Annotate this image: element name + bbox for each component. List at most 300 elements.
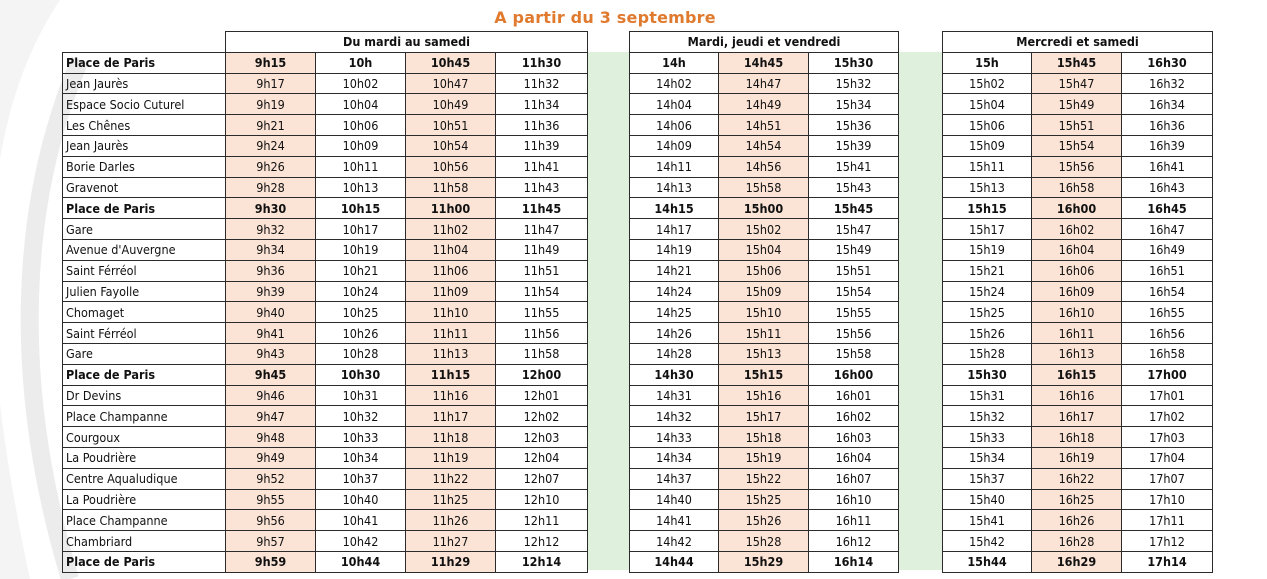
- table-row: [630, 177, 899, 198]
- time-cell: 10h47: [406, 73, 496, 94]
- time-cell: 14h45: [719, 52, 809, 73]
- time-cell: 11h39: [496, 135, 588, 156]
- time-cell: 15h00: [719, 198, 809, 219]
- table-row: [63, 323, 588, 344]
- time-cell: 14h54: [719, 135, 809, 156]
- table-row: [63, 531, 588, 552]
- time-cell: 11h26: [406, 510, 496, 531]
- time-cell: 10h42: [316, 531, 406, 552]
- table-row: [63, 447, 588, 468]
- stop-name: Place de Paris: [63, 551, 226, 572]
- time-cell: 10h49: [406, 94, 496, 115]
- table-row: [943, 323, 1213, 344]
- time-cell: 9h56: [226, 510, 316, 531]
- time-cell: 16h09: [1032, 281, 1122, 302]
- time-cell: 11h18: [406, 427, 496, 448]
- time-cell: 14h13: [630, 177, 719, 198]
- time-cell: 16h29: [1032, 551, 1122, 572]
- table-row: [943, 385, 1213, 406]
- time-cell: 10h37: [316, 468, 406, 489]
- time-cell: 15h42: [943, 531, 1032, 552]
- time-cell: 12h11: [496, 510, 588, 531]
- stop-name: Chomaget: [63, 302, 226, 323]
- time-cell: 14h: [630, 52, 719, 73]
- time-cell: 15h11: [719, 323, 809, 344]
- time-cell: 17h02: [1122, 406, 1213, 427]
- table-row: [943, 447, 1213, 468]
- time-cell: 12h00: [496, 364, 588, 385]
- time-cell: 14h33: [630, 427, 719, 448]
- time-cell: 11h41: [496, 156, 588, 177]
- time-cell: 15h15: [943, 198, 1032, 219]
- time-cell: 15h: [943, 52, 1032, 73]
- table-row: [63, 385, 588, 406]
- time-cell: 11h54: [496, 281, 588, 302]
- time-cell: 14h40: [630, 489, 719, 510]
- group-header: Mercredi et samedi: [943, 32, 1213, 53]
- timetable-tue-thu-fri: [629, 31, 899, 573]
- green-separator-left: [587, 52, 629, 570]
- time-cell: 16h10: [1032, 302, 1122, 323]
- time-cell: 11h22: [406, 468, 496, 489]
- stop-name: Gare: [63, 219, 226, 240]
- time-cell: 14h44: [630, 551, 719, 572]
- time-cell: 16h07: [809, 468, 899, 489]
- time-cell: 16h49: [1122, 239, 1213, 260]
- time-cell: 12h14: [496, 551, 588, 572]
- time-cell: 11h29: [406, 551, 496, 572]
- table-row: [63, 135, 588, 156]
- time-cell: 12h03: [496, 427, 588, 448]
- stop-name: Place de Paris: [63, 198, 226, 219]
- table-row: [63, 343, 588, 364]
- time-cell: 15h43: [809, 177, 899, 198]
- stop-name: Avenue d'Auvergne: [63, 239, 226, 260]
- time-cell: 16h00: [1032, 198, 1122, 219]
- time-cell: 10h33: [316, 427, 406, 448]
- time-cell: 15h30: [809, 52, 899, 73]
- time-cell: 15h22: [719, 468, 809, 489]
- time-cell: 16h03: [809, 427, 899, 448]
- table-row: [63, 510, 588, 531]
- table-row: [943, 489, 1213, 510]
- table-row: [943, 281, 1213, 302]
- time-cell: 15h09: [719, 281, 809, 302]
- time-cell: 15h36: [809, 115, 899, 136]
- stop-name: Centre Aqualudique: [63, 468, 226, 489]
- time-cell: 10h24: [316, 281, 406, 302]
- time-cell: 16h58: [1122, 343, 1213, 364]
- time-cell: 10h13: [316, 177, 406, 198]
- time-cell: 11h43: [496, 177, 588, 198]
- time-cell: 15h02: [719, 219, 809, 240]
- time-cell: 15h13: [719, 343, 809, 364]
- time-cell: 11h51: [496, 260, 588, 281]
- time-cell: 15h09: [943, 135, 1032, 156]
- table-row: [943, 302, 1213, 323]
- time-cell: 15h54: [809, 281, 899, 302]
- table-row: [63, 281, 588, 302]
- stop-name: Place de Paris: [63, 364, 226, 385]
- time-cell: 11h58: [406, 177, 496, 198]
- time-cell: 15h25: [943, 302, 1032, 323]
- time-cell: 15h26: [719, 510, 809, 531]
- time-cell: 10h17: [316, 219, 406, 240]
- table-row: [630, 551, 899, 572]
- time-cell: 17h10: [1122, 489, 1213, 510]
- table-row: [630, 468, 899, 489]
- table-row: [943, 510, 1213, 531]
- table-row: [63, 52, 588, 73]
- table-row: [63, 239, 588, 260]
- time-cell: 10h26: [316, 323, 406, 344]
- time-cell: 9h36: [226, 260, 316, 281]
- time-cell: 15h15: [719, 364, 809, 385]
- time-cell: 12h10: [496, 489, 588, 510]
- time-cell: 15h55: [809, 302, 899, 323]
- stop-name: La Poudrière: [63, 489, 226, 510]
- time-cell: 16h15: [1032, 364, 1122, 385]
- time-cell: 12h04: [496, 447, 588, 468]
- time-cell: 15h44: [943, 551, 1032, 572]
- time-cell: 9h45: [226, 364, 316, 385]
- time-cell: 15h32: [943, 406, 1032, 427]
- table-row: [943, 156, 1213, 177]
- time-cell: 17h01: [1122, 385, 1213, 406]
- table-row: [63, 427, 588, 448]
- time-cell: 14h04: [630, 94, 719, 115]
- table-row: [63, 94, 588, 115]
- time-cell: 16h06: [1032, 260, 1122, 281]
- time-cell: 15h11: [943, 156, 1032, 177]
- time-cell: 16h54: [1122, 281, 1213, 302]
- time-cell: 12h12: [496, 531, 588, 552]
- time-cell: 16h26: [1032, 510, 1122, 531]
- table-row: [630, 115, 899, 136]
- time-cell: 17h04: [1122, 447, 1213, 468]
- schedule-title: A partir du 3 septembre: [494, 8, 716, 27]
- time-cell: 9h39: [226, 281, 316, 302]
- time-cell: 16h28: [1032, 531, 1122, 552]
- time-cell: 14h09: [630, 135, 719, 156]
- time-cell: 15h02: [943, 73, 1032, 94]
- time-cell: 15h45: [1032, 52, 1122, 73]
- time-cell: 15h19: [943, 239, 1032, 260]
- time-cell: 11h06: [406, 260, 496, 281]
- time-cell: 15h06: [719, 260, 809, 281]
- time-cell: 17h11: [1122, 510, 1213, 531]
- time-cell: 16h00: [809, 364, 899, 385]
- time-cell: 11h11: [406, 323, 496, 344]
- time-cell: 16h55: [1122, 302, 1213, 323]
- table-row: [63, 468, 588, 489]
- time-cell: 15h24: [943, 281, 1032, 302]
- time-cell: 16h18: [1032, 427, 1122, 448]
- time-cell: 15h41: [943, 510, 1032, 531]
- time-cell: 10h31: [316, 385, 406, 406]
- time-cell: 15h30: [943, 364, 1032, 385]
- time-cell: 16h17: [1032, 406, 1122, 427]
- time-cell: 15h47: [809, 219, 899, 240]
- table-row: [630, 239, 899, 260]
- time-cell: 16h25: [1032, 489, 1122, 510]
- time-cell: 15h17: [719, 406, 809, 427]
- time-cell: 16h13: [1032, 343, 1122, 364]
- time-cell: 15h18: [719, 427, 809, 448]
- table-row: [630, 385, 899, 406]
- time-cell: 14h02: [630, 73, 719, 94]
- table-row: [63, 406, 588, 427]
- time-cell: 16h22: [1032, 468, 1122, 489]
- time-cell: 9h26: [226, 156, 316, 177]
- time-cell: 10h02: [316, 73, 406, 94]
- green-separator-right: [898, 52, 942, 570]
- time-cell: 14h06: [630, 115, 719, 136]
- time-cell: 14h31: [630, 385, 719, 406]
- time-cell: 14h56: [719, 156, 809, 177]
- time-cell: 10h19: [316, 239, 406, 260]
- group-header-row: [943, 32, 1213, 53]
- time-cell: 16h36: [1122, 115, 1213, 136]
- time-cell: 9h34: [226, 239, 316, 260]
- table-row: [943, 177, 1213, 198]
- time-cell: 9h49: [226, 447, 316, 468]
- time-cell: 15h41: [809, 156, 899, 177]
- time-cell: 11h36: [496, 115, 588, 136]
- time-cell: 16h10: [809, 489, 899, 510]
- time-cell: 15h37: [943, 468, 1032, 489]
- table-row: [943, 198, 1213, 219]
- time-cell: 9h46: [226, 385, 316, 406]
- time-cell: 11h02: [406, 219, 496, 240]
- table-row: [630, 135, 899, 156]
- time-cell: 15h21: [943, 260, 1032, 281]
- time-cell: 14h28: [630, 343, 719, 364]
- table-row: [943, 94, 1213, 115]
- time-cell: 15h54: [1032, 135, 1122, 156]
- time-cell: 16h02: [1032, 219, 1122, 240]
- time-cell: 15h16: [719, 385, 809, 406]
- time-cell: 10h41: [316, 510, 406, 531]
- time-cell: 14h19: [630, 239, 719, 260]
- group-header-row: [63, 32, 588, 53]
- table-row: [630, 323, 899, 344]
- time-cell: 11h56: [496, 323, 588, 344]
- table-row: [630, 73, 899, 94]
- time-cell: 14h17: [630, 219, 719, 240]
- time-cell: 15h25: [719, 489, 809, 510]
- time-cell: 9h15: [226, 52, 316, 73]
- time-cell: 15h33: [943, 427, 1032, 448]
- time-cell: 14h26: [630, 323, 719, 344]
- time-cell: 16h32: [1122, 73, 1213, 94]
- time-cell: 14h32: [630, 406, 719, 427]
- table-row: [943, 73, 1213, 94]
- time-cell: 10h56: [406, 156, 496, 177]
- stop-name: Courgoux: [63, 427, 226, 448]
- time-cell: 9h47: [226, 406, 316, 427]
- time-cell: 11h58: [496, 343, 588, 364]
- table-row: [63, 73, 588, 94]
- table-row: [63, 219, 588, 240]
- table-row: [943, 531, 1213, 552]
- time-cell: 15h13: [943, 177, 1032, 198]
- time-cell: 16h02: [809, 406, 899, 427]
- stop-name: Espace Socio Cuturel: [63, 94, 226, 115]
- time-cell: 15h49: [1032, 94, 1122, 115]
- time-cell: 9h55: [226, 489, 316, 510]
- time-cell: 11h45: [496, 198, 588, 219]
- time-cell: 16h47: [1122, 219, 1213, 240]
- time-cell: 11h04: [406, 239, 496, 260]
- time-cell: 12h07: [496, 468, 588, 489]
- time-cell: 9h32: [226, 219, 316, 240]
- time-cell: 15h31: [943, 385, 1032, 406]
- time-cell: 14h42: [630, 531, 719, 552]
- time-cell: 16h11: [1032, 323, 1122, 344]
- time-cell: 14h47: [719, 73, 809, 94]
- stop-name: Place de Paris: [63, 52, 226, 73]
- time-cell: 11h25: [406, 489, 496, 510]
- table-row: [63, 364, 588, 385]
- time-cell: 9h57: [226, 531, 316, 552]
- stop-name: Gravenot: [63, 177, 226, 198]
- time-cell: 16h01: [809, 385, 899, 406]
- time-cell: 15h49: [809, 239, 899, 260]
- time-cell: 14h51: [719, 115, 809, 136]
- time-cell: 15h51: [1032, 115, 1122, 136]
- time-cell: 14h34: [630, 447, 719, 468]
- time-cell: 12h02: [496, 406, 588, 427]
- table-row: [943, 406, 1213, 427]
- stop-name: Chambriard: [63, 531, 226, 552]
- time-cell: 16h34: [1122, 94, 1213, 115]
- time-cell: 11h13: [406, 343, 496, 364]
- time-cell: 11h49: [496, 239, 588, 260]
- table-row: [630, 198, 899, 219]
- time-cell: 10h32: [316, 406, 406, 427]
- table-row: [630, 489, 899, 510]
- time-cell: 17h12: [1122, 531, 1213, 552]
- table-row: [630, 447, 899, 468]
- time-cell: 15h56: [1032, 156, 1122, 177]
- header-blank: [63, 32, 226, 53]
- stop-name: La Poudrière: [63, 447, 226, 468]
- time-cell: 16h43: [1122, 177, 1213, 198]
- timetable-wed-sat: [942, 31, 1213, 573]
- time-cell: 14h15: [630, 198, 719, 219]
- group-header: Du mardi au samedi: [226, 32, 588, 53]
- time-cell: 15h58: [809, 343, 899, 364]
- time-cell: 16h58: [1032, 177, 1122, 198]
- time-cell: 15h39: [809, 135, 899, 156]
- table-row: [63, 156, 588, 177]
- time-cell: 10h11: [316, 156, 406, 177]
- stop-name: Place Champanne: [63, 406, 226, 427]
- stop-name: Les Chênes: [63, 115, 226, 136]
- group-header-row: [630, 32, 899, 53]
- time-cell: 16h19: [1032, 447, 1122, 468]
- time-cell: 15h26: [943, 323, 1032, 344]
- time-cell: 14h25: [630, 302, 719, 323]
- time-cell: 16h04: [809, 447, 899, 468]
- time-cell: 16h04: [1032, 239, 1122, 260]
- time-cell: 15h56: [809, 323, 899, 344]
- time-cell: 14h49: [719, 94, 809, 115]
- table-row: [63, 198, 588, 219]
- time-cell: 15h10: [719, 302, 809, 323]
- table-row: [63, 551, 588, 572]
- time-cell: 12h01: [496, 385, 588, 406]
- time-cell: 10h54: [406, 135, 496, 156]
- time-cell: 10h34: [316, 447, 406, 468]
- time-cell: 15h34: [809, 94, 899, 115]
- time-cell: 9h48: [226, 427, 316, 448]
- time-cell: 17h03: [1122, 427, 1213, 448]
- time-cell: 10h28: [316, 343, 406, 364]
- time-cell: 15h51: [809, 260, 899, 281]
- table-row: [943, 52, 1213, 73]
- table-row: [630, 427, 899, 448]
- table-row: [943, 219, 1213, 240]
- time-cell: 15h19: [719, 447, 809, 468]
- time-cell: 9h40: [226, 302, 316, 323]
- table-row: [943, 135, 1213, 156]
- time-cell: 10h30: [316, 364, 406, 385]
- table-row: [943, 260, 1213, 281]
- table-row: [943, 468, 1213, 489]
- time-cell: 15h04: [943, 94, 1032, 115]
- time-cell: 11h47: [496, 219, 588, 240]
- stop-name: Dr Devins: [63, 385, 226, 406]
- time-cell: 11h09: [406, 281, 496, 302]
- time-cell: 11h10: [406, 302, 496, 323]
- time-cell: 16h14: [809, 551, 899, 572]
- table-row: [943, 364, 1213, 385]
- time-cell: 15h40: [943, 489, 1032, 510]
- time-cell: 9h30: [226, 198, 316, 219]
- time-cell: 15h45: [809, 198, 899, 219]
- time-cell: 11h27: [406, 531, 496, 552]
- time-cell: 16h51: [1122, 260, 1213, 281]
- time-cell: 15h58: [719, 177, 809, 198]
- time-cell: 10h06: [316, 115, 406, 136]
- time-cell: 16h39: [1122, 135, 1213, 156]
- group-header: Mardi, jeudi et vendredi: [630, 32, 899, 53]
- time-cell: 10h44: [316, 551, 406, 572]
- time-cell: 15h17: [943, 219, 1032, 240]
- time-cell: 9h52: [226, 468, 316, 489]
- table-row: [630, 364, 899, 385]
- time-cell: 11h15: [406, 364, 496, 385]
- table-row: [943, 343, 1213, 364]
- time-cell: 10h40: [316, 489, 406, 510]
- time-cell: 9h43: [226, 343, 316, 364]
- time-cell: 9h59: [226, 551, 316, 572]
- table-row: [943, 427, 1213, 448]
- table-row: [63, 177, 588, 198]
- time-cell: 11h17: [406, 406, 496, 427]
- time-cell: 11h00: [406, 198, 496, 219]
- time-cell: 14h21: [630, 260, 719, 281]
- time-cell: 17h07: [1122, 468, 1213, 489]
- time-cell: 16h11: [809, 510, 899, 531]
- time-cell: 11h34: [496, 94, 588, 115]
- time-cell: 15h34: [943, 447, 1032, 468]
- timetable-tuesday-saturday: [62, 31, 588, 573]
- stop-name: Jean Jaurès: [63, 135, 226, 156]
- time-cell: 9h41: [226, 323, 316, 344]
